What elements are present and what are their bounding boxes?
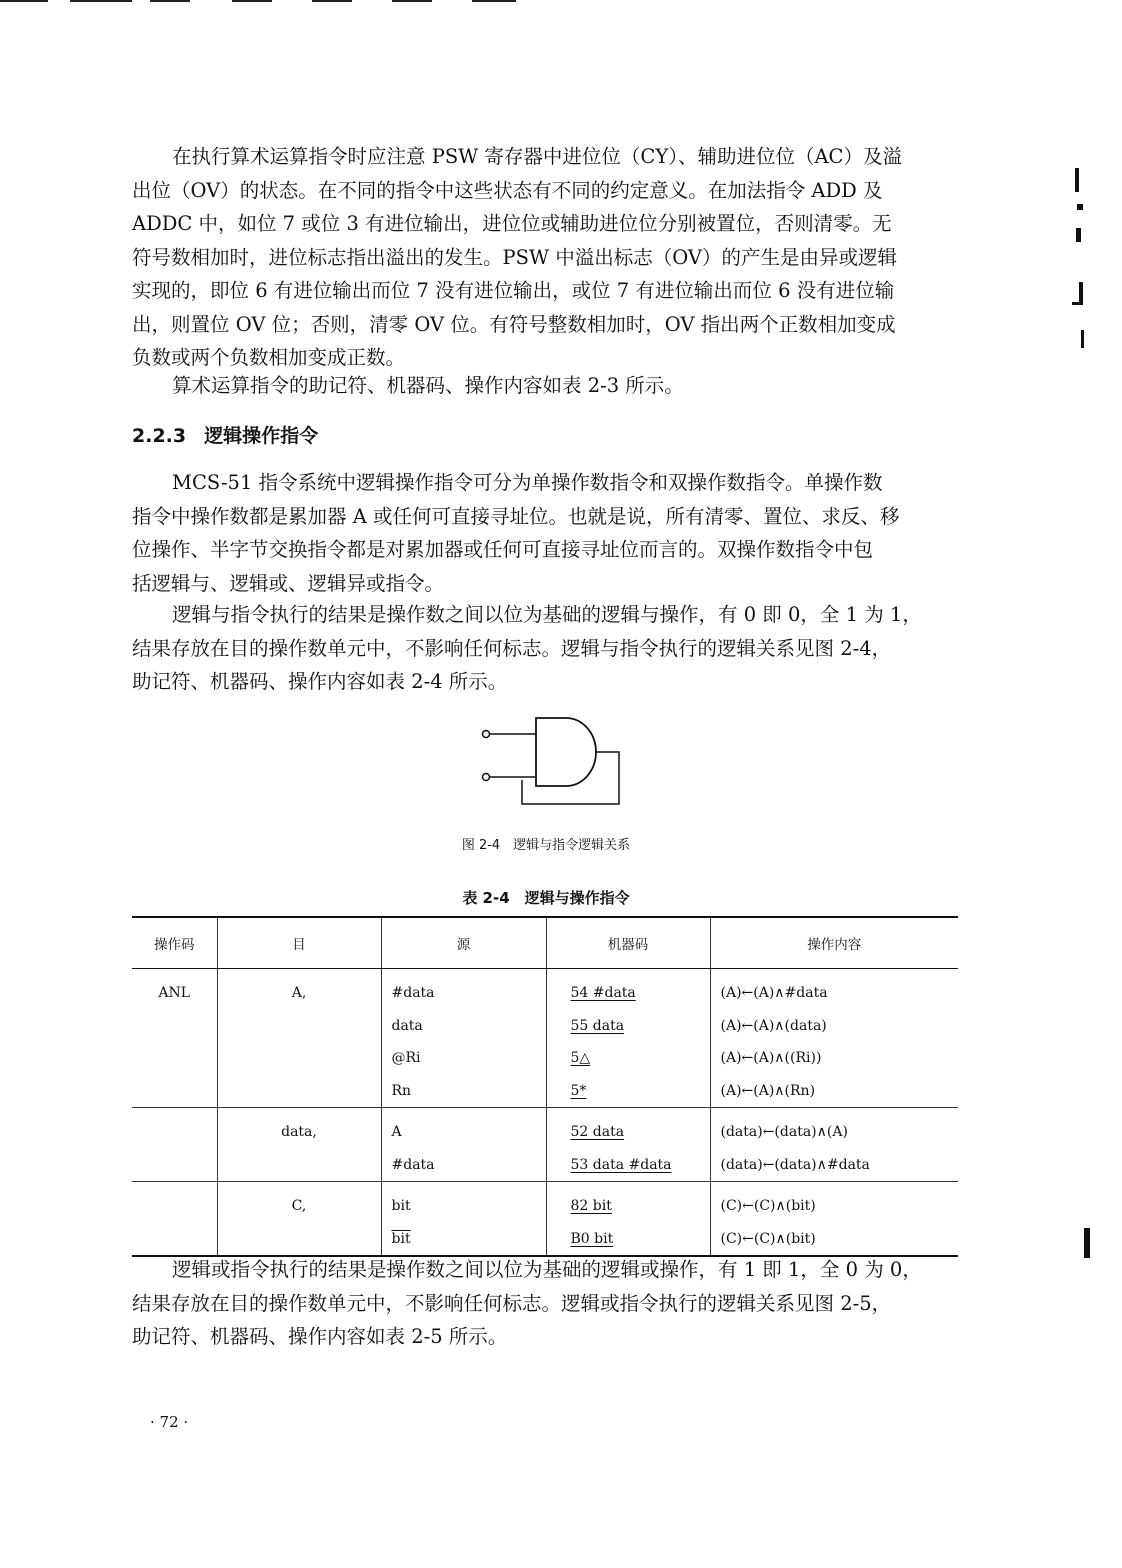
- machine-code: 5*: [570, 1082, 587, 1099]
- opcode-cell: [132, 1182, 217, 1257]
- dest-operand: A,: [291, 985, 307, 1001]
- paragraph-table-ref: [132, 369, 958, 403]
- header-src: 源: [381, 917, 546, 969]
- scan-mark: [1077, 204, 1083, 210]
- text-line: 出位（OV）的状态。在不同的指令中这些状态有不同的约定意义。在加法指令 ADD 及: [132, 178, 883, 202]
- top-rule: [312, 0, 352, 2]
- dest-operand: data,: [281, 1124, 317, 1140]
- text-line: 位操作、半字节交换指令都是对累加器或任何可直接寻址位而言的。双操作数指令中包: [132, 538, 874, 561]
- anl-instruction-table: [132, 916, 958, 1257]
- header-opcode: 操作码: [132, 917, 217, 969]
- input-terminal: [483, 774, 490, 781]
- text-line: 实现的，即位 6 有进位输出而位 7 没有进位输出，或位 7 有进位输出而位 6 没有进位输: [132, 279, 895, 302]
- section-title: 逻辑操作指令: [204, 425, 319, 447]
- machine-code: 52 data: [570, 1124, 625, 1140]
- table-row: [132, 969, 958, 1108]
- src-operand-complement: $\overline{bit}$: [391, 1230, 411, 1247]
- opcode: [142, 1190, 207, 1223]
- table-header-row: [132, 917, 958, 969]
- text-line: 助记符、机器码、操作内容如表 2-4 所示。: [132, 670, 508, 693]
- operation-cell: [710, 1108, 958, 1182]
- src-operand: #data: [391, 985, 435, 1001]
- table-row: [132, 1108, 958, 1182]
- src-operand: bit: [391, 1198, 411, 1214]
- operation-cell: [710, 969, 958, 1108]
- scan-mark: [1081, 330, 1084, 348]
- text-line: MCS-51 指令系统中逻辑操作指令可分为单操作数指令和双操作数指令。单操作数: [172, 471, 883, 494]
- machine-code: 82 bit: [570, 1198, 612, 1214]
- code-cell: [546, 1108, 710, 1182]
- scan-mark: [1076, 228, 1081, 242]
- dest-cell: [217, 1182, 381, 1257]
- page-number: · 72 ·: [150, 1413, 189, 1431]
- src-cell: [381, 1108, 546, 1182]
- src-operand: Rn: [391, 1082, 412, 1099]
- operation: (A)←(A)∧#data: [720, 985, 828, 1001]
- opcode-cell: [132, 1108, 217, 1182]
- dest-cell: [217, 969, 381, 1108]
- opcode-cell: [132, 969, 217, 1108]
- top-rule: [0, 0, 48, 2]
- text-line: 助记符、机器码、操作内容如表 2-5 所示。: [132, 1325, 508, 1348]
- code-cell: [546, 969, 710, 1108]
- operation: (C)←(C)∧(bit): [720, 1198, 816, 1214]
- table-caption: 表 2-4 逻辑与操作指令: [462, 889, 630, 907]
- operation: (A)←(A)∧(Rn): [720, 1082, 816, 1099]
- text-line: 括逻辑与、逻辑或、逻辑异或指令。: [132, 571, 445, 595]
- opcode: [142, 1116, 207, 1149]
- operation: (data)←(data)∧#data: [720, 1156, 870, 1173]
- header-dest: 目: [217, 917, 381, 969]
- code-cell: [546, 1182, 710, 1257]
- machine-code: B0 bit: [570, 1230, 614, 1247]
- header-operation: 操作内容: [710, 917, 958, 969]
- src-cell: [381, 1182, 546, 1257]
- paragraph-logic-intro: [132, 466, 958, 600]
- section-number: 2.2.3: [132, 425, 187, 447]
- top-rule: [70, 0, 132, 2]
- and-gate-body: [536, 718, 596, 786]
- src-operand: @Ri: [391, 1050, 421, 1066]
- top-rule: [150, 0, 190, 2]
- src-cell: [381, 969, 546, 1108]
- top-rule: [472, 0, 516, 2]
- input-terminal: [483, 731, 490, 738]
- dest-cell: [217, 1108, 381, 1182]
- and-gate-diagram: [478, 712, 628, 812]
- opcode: ANL: [158, 985, 191, 1001]
- text-line: 结果存放在目的操作数单元中，不影响任何标志。逻辑与指令执行的逻辑关系见图 2-4，: [132, 636, 892, 660]
- text-line: 结果存放在目的操作数单元中，不影响任何标志。逻辑或指令执行的逻辑关系见图 2-5，: [132, 1291, 892, 1315]
- header-machine-code: 机器码: [546, 917, 710, 969]
- text-line: ADDC 中，如位 7 或位 3 有进位输出，进位位或辅助进位位分别被置位，否则清零。无: [132, 212, 892, 235]
- top-rule: [232, 0, 272, 2]
- text-line: 指令中操作数都是累加器 A 或任何可直接寻址位。也就是说，所有清零、置位、求反、移: [132, 504, 900, 528]
- text-line: 出，则置位 OV 位；否则，清零 OV 位。有符号整数相加时，OV 指出两个正数相加变成: [132, 312, 896, 336]
- operation: (data)←(data)∧(A): [720, 1124, 848, 1140]
- text-line: 逻辑或指令执行的结果是操作数之间以位为基础的逻辑或操作，有 1 即 1，全 0 为 0，: [172, 1258, 922, 1281]
- operation: (C)←(C)∧(bit): [720, 1230, 816, 1247]
- dest-operand: C,: [291, 1198, 307, 1214]
- text-line: 负数或两个负数相加变成正数。: [132, 346, 406, 369]
- machine-code: 53 data #data: [570, 1156, 672, 1173]
- src-operand: A: [391, 1124, 402, 1140]
- paragraph-logic-or: [132, 1253, 958, 1354]
- src-operand: #data: [391, 1156, 435, 1173]
- scan-mark: [1084, 1228, 1090, 1258]
- text-line: 逻辑与指令执行的结果是操作数之间以位为基础的逻辑与操作，有 0 即 0，全 1 为 1，: [172, 603, 922, 626]
- machine-code: 54 #data: [570, 985, 636, 1001]
- top-rule: [392, 0, 432, 2]
- text-line: 符号数相加时，进位标志指出溢出的发生。PSW 中溢出标志（OV）的产生是由异或逻辑: [132, 245, 897, 269]
- operation: (A)←(A)∧(data): [720, 1017, 827, 1034]
- src-operand: data: [391, 1017, 423, 1034]
- section-heading: [132, 421, 318, 448]
- text-line: 在执行算术运算指令时应注意 PSW 寄存器中进位位（CY）、辅助进位位（AC）及溢: [172, 145, 902, 168]
- machine-code: 5△: [570, 1050, 591, 1066]
- table-row: [132, 1182, 958, 1257]
- scan-mark: [1075, 168, 1079, 192]
- machine-code: 55 data: [570, 1017, 625, 1034]
- figure-caption: 图 2-4 逻辑与指令逻辑关系: [461, 838, 631, 853]
- operation: (A)←(A)∧((Ri)): [720, 1050, 822, 1066]
- paragraph-logic-and: [132, 598, 958, 699]
- paragraph-psw-flags: [132, 140, 958, 375]
- scan-mark: [1072, 302, 1083, 305]
- text-line: 算术运算指令的助记符、机器码、操作内容如表 2-3 所示。: [172, 374, 684, 397]
- operation-cell: [710, 1182, 958, 1257]
- scan-mark: [1079, 282, 1083, 304]
